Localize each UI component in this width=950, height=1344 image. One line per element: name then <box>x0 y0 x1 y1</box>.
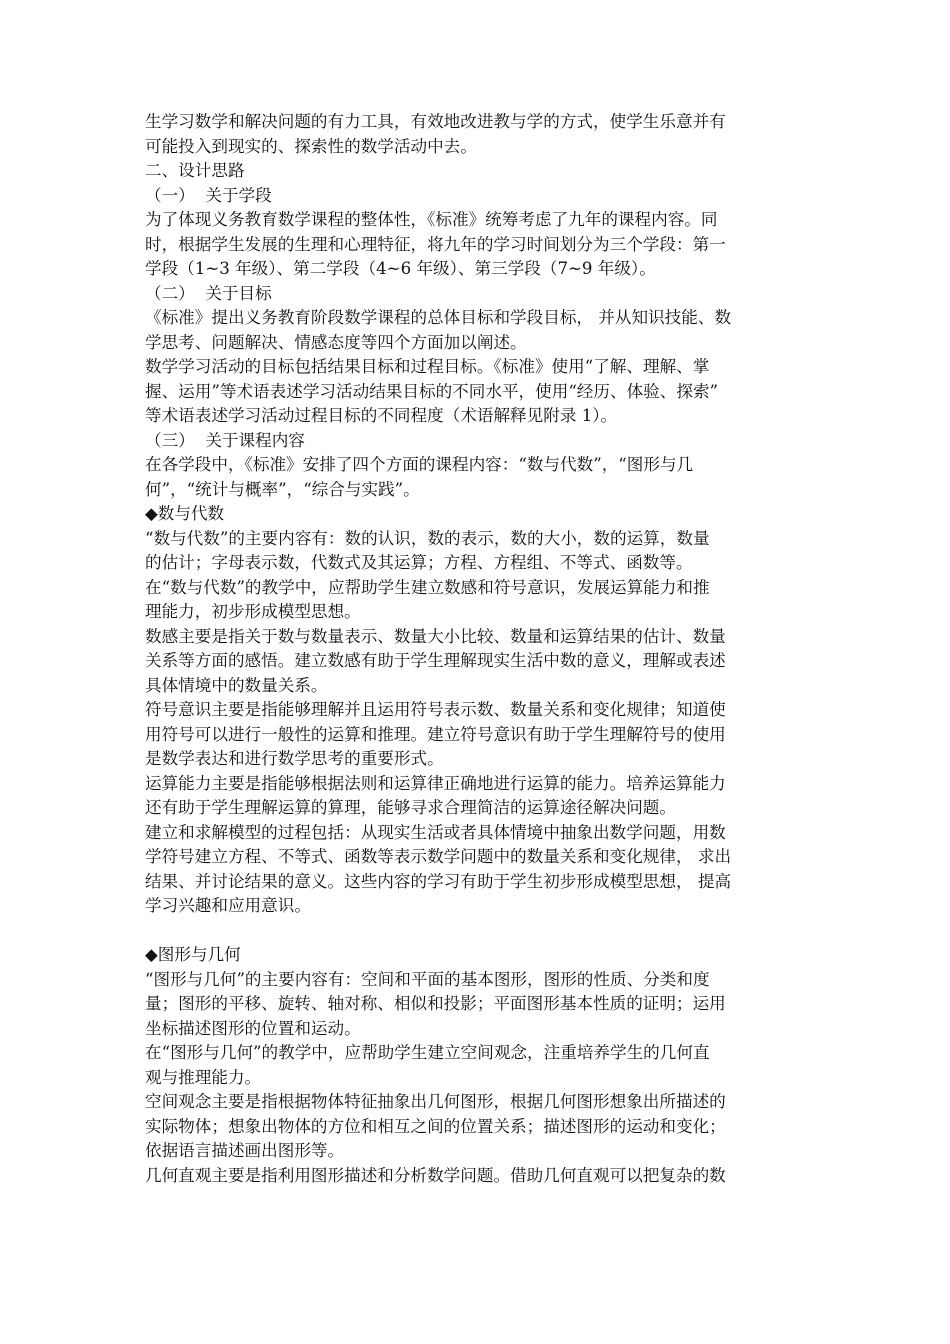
paragraph <box>145 306 813 355</box>
paragraph <box>145 1164 813 1189</box>
text-line: ◆数与代数 <box>145 504 225 523</box>
document-page <box>145 110 813 1188</box>
text-line: 是数学表达和进行数学思考的重要形式。 <box>145 749 444 768</box>
text-line: ◆图形与几何 <box>145 945 241 964</box>
text-line: 何”，“统计与概率”，“综合与实践”。 <box>145 479 420 499</box>
paragraph <box>145 772 813 821</box>
blank-line <box>145 919 813 944</box>
paragraph <box>145 968 813 1042</box>
text-line: 学符号建立方程、不等式、函数等表示数学问题中的数量关系和变化规律， 求出 <box>145 847 732 866</box>
text-line: 在“图形与几何”的教学中，应帮助学生建立空间观念，注重培养学生的几何直 <box>145 1043 710 1062</box>
paragraph <box>145 821 813 919</box>
paragraph <box>145 355 813 429</box>
paragraph <box>145 1041 813 1090</box>
text-line: （一） 关于学段 <box>145 185 272 205</box>
text-line: 观与推理能力。 <box>145 1067 262 1087</box>
text-line: 运算能力主要是指能够根据法则和运算律正确地进行运算的能力。培养运算能力 <box>145 773 726 793</box>
section-heading <box>145 159 813 184</box>
text-line: 关系等方面的感悟。建立数感有助于学生理解现实生活中数的意义，理解或表述 <box>145 651 726 670</box>
text-line: 具体情境中的数量关系。 <box>145 675 328 695</box>
text-line: 结果、并讨论结果的意义。这些内容的学习有助于学生初步形成模型思想， 提高 <box>145 871 732 891</box>
text-line: 可能投入到现实的、探索性的数学活动中去。 <box>145 136 477 156</box>
section-heading <box>145 429 813 454</box>
section-heading <box>145 184 813 209</box>
text-line: （三） 关于课程内容 <box>145 430 305 450</box>
section-heading <box>145 502 813 527</box>
text-line: 等术语表述学习活动过程目标的不同程度（术语解释见附录 1）。 <box>145 406 618 425</box>
section-heading <box>145 943 813 968</box>
text-line: 几何直观主要是指利用图形描述和分析数学问题。借助几何直观可以把复杂的数 <box>145 1165 726 1185</box>
text-line: 空间观念主要是指根据物体特征抽象出几何图形，根据几何图形想象出所描述的 <box>145 1092 726 1111</box>
paragraph <box>145 208 813 282</box>
text-line: 握、运用”等术语表述学习活动结果目标的不同水平，使用“经历、体验、探索” <box>145 381 719 401</box>
text-line: （二） 关于目标 <box>145 283 272 303</box>
text-line: 的估计；字母表示数，代数式及其运算；方程、方程组、不等式、函数等。 <box>145 553 693 572</box>
text-line: 学习兴趣和应用意识。 <box>145 896 311 915</box>
text-line: 理能力，初步形成模型思想。 <box>145 602 361 621</box>
text-line: 二、设计思路 <box>145 161 245 180</box>
paragraph <box>145 110 813 159</box>
paragraph <box>145 625 813 699</box>
text-line: 学思考、问题解决、情感态度等四个方面加以阐述。 <box>145 332 527 352</box>
paragraph <box>145 453 813 502</box>
text-line: 实际物体；想象出物体的方位和相互之间的位置关系；描述图形的运动和变化； <box>145 1116 726 1136</box>
text-line: 符号意识主要是指能够理解并且运用符号表示数、数量关系和变化规律；知道使 <box>145 700 726 719</box>
text-line: “数与代数”的主要内容有：数的认识，数的表示，数的大小，数的运算，数量 <box>145 528 710 548</box>
text-line: 生学习数学和解决问题的有力工具，有效地改进教与学的方式，使学生乐意并有 <box>145 112 726 131</box>
paragraph <box>145 698 813 772</box>
text-line: 依据语言描述画出图形等。 <box>145 1141 345 1160</box>
section-heading <box>145 282 813 307</box>
paragraph <box>145 527 813 576</box>
text-line: 还有助于学生理解运算的算理，能够寻求合理简洁的运算途径解决问题。 <box>145 798 676 817</box>
text-line: 坐标描述图形的位置和运动。 <box>145 1018 361 1038</box>
paragraph <box>145 576 813 625</box>
text-line: 数感主要是指关于数与数量表示、数量大小比较、数量和运算结果的估计、数量 <box>145 626 726 646</box>
paragraph <box>145 1090 813 1164</box>
text-line: 数学学习活动的目标包括结果目标和过程目标。《标准》使用“了解、理解、掌 <box>145 357 710 376</box>
text-line: 为了体现义务教育数学课程的整体性，《标准》统筹考虑了九年的课程内容。同 <box>145 210 718 229</box>
text-line: “图形与几何”的主要内容有：空间和平面的基本图形，图形的性质、分类和度 <box>145 969 710 989</box>
text-line: 量；图形的平移、旋转、轴对称、相似和投影；平面图形基本性质的证明；运用 <box>145 994 726 1013</box>
text-line: 建立和求解模型的过程包括：从现实生活或者具体情境中抽象出数学问题，用数 <box>145 822 726 842</box>
text-line: 《标准》提出义务教育阶段数学课程的总体目标和学段目标， 并从知识技能、数 <box>145 308 732 327</box>
text-line: 在“数与代数”的教学中，应帮助学生建立数感和符号意识，发展运算能力和推 <box>145 577 710 597</box>
text-line: 时，根据学生发展的生理和心理特征，将九年的学习时间划分为三个学段：第一 <box>145 234 726 254</box>
text-line: 学段（1~3 年级）、第二学段（4~6 年级）、第三学段（7~9 年级）。 <box>145 259 656 278</box>
text-line: 用符号可以进行一般性的运算和推理。建立符号意识有助于学生理解符号的使用 <box>145 724 726 744</box>
text-line: 在各学段中，《标准》安排了四个方面的课程内容：“数与代数”，“图形与几 <box>145 455 694 474</box>
